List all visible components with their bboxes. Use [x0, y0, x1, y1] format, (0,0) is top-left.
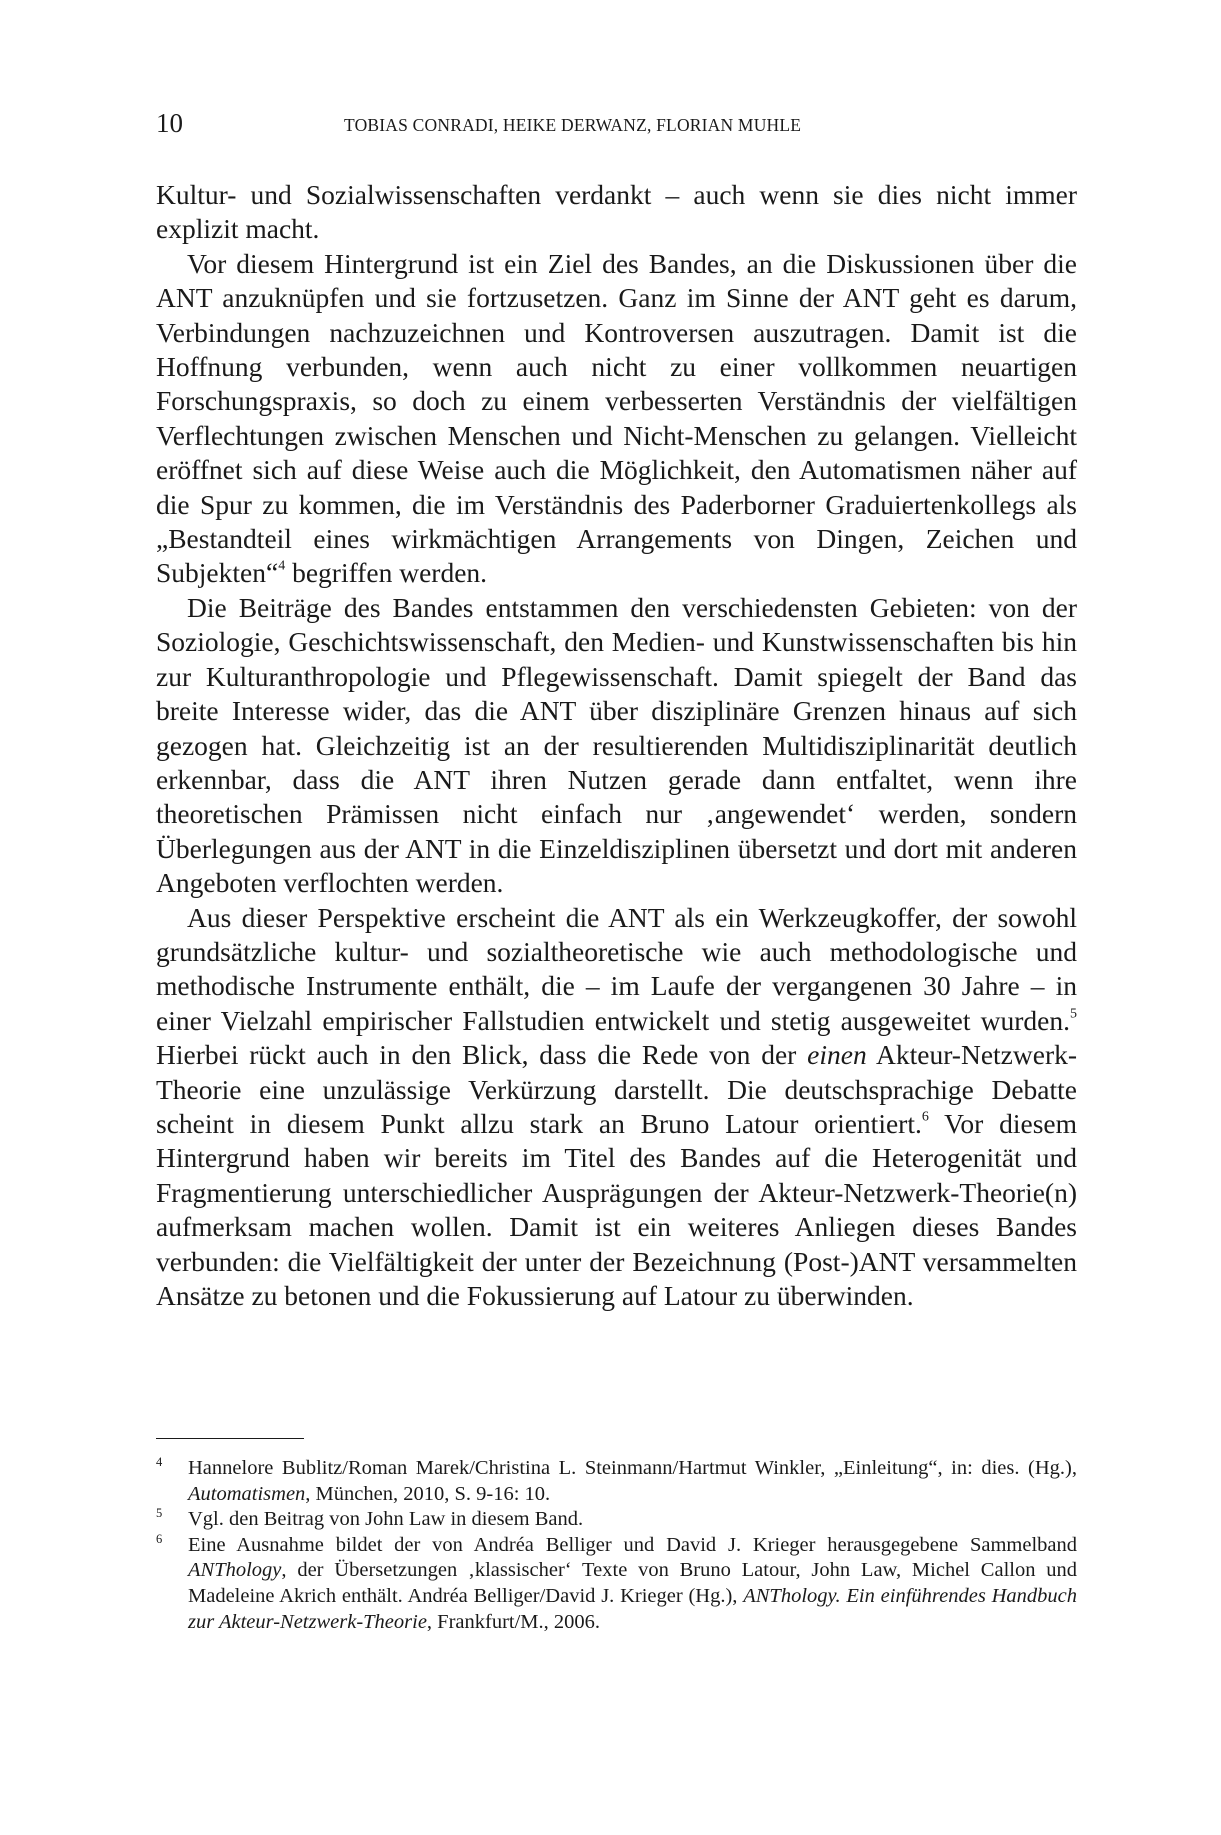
- footnote-number: 6: [156, 1531, 163, 1546]
- running-head: [156, 106, 1077, 140]
- footnote-title-2: ANThology. Ein einführendes Handbuch zur Akteur-Netzwerk-Theorie: [188, 1584, 1077, 1633]
- paragraph-4-emphasis: einen: [807, 1039, 867, 1071]
- paragraph-3: [156, 591, 1077, 901]
- paragraph-2-text: Vor diesem Hintergrund ist ein Ziel des Bandes, an die Diskussionen über die ANT anzuknüpfen und sie fortzusetzen. Ganz im Sinne der ANT geht es darum, Verbindungen nachzuzeichnen und Kontroversen auszutragen. Damit ist die Hoffnung verbunden, wenn auch nicht zu einer vollkommen neuartigen Forschungspraxis, so doch zu einem verbesserten Verständnis der vielfältigen Verflechtungen zwischen Menschen und Nicht-Menschen zu gelangen. Vielleicht eröffnet sich auf diese Weise auch die Möglichkeit, den Automatismen näher auf die Spur zu kommen, die im Verständnis des Paderborner Graduiertenkollegs als „Bestandteil eines wirkmächtigen Arrangements von Dingen, Zeichen und Subjekten“: [156, 247, 1077, 589]
- footnote-6: [156, 1533, 1077, 1635]
- footnote-text-mid: , der Übersetzungen ‚klassischer‘ Texte von Bruno Latour, John Law, Michel Callon und Madeleine Akrich enthält. Andréa Belliger/David J. Krieger (Hg.),: [188, 1559, 1077, 1607]
- paragraph-2: [156, 247, 1077, 591]
- paragraph-1: [156, 178, 1077, 247]
- paragraph-1-text: Kultur- und Sozialwissenschaften verdankt – auch wenn sie dies nicht immer explizit macht.: [156, 179, 1077, 245]
- footnote-ref-5[interactable]: 5: [1070, 1006, 1077, 1022]
- footnote-ref-4[interactable]: 4: [278, 558, 286, 574]
- paragraph-4-text: Aus dieser Perspektive erscheint die ANT als ein Werkzeugkoffer, der sowohl grundsätzliche kultur- und sozialtheoretische wie auch methodologische und methodische Instrumente enthält, die – im Laufe der vergangenen 30 Jahre – in einer Vielzahl empirischer Fallstudien entwickelt und stetig ausgeweitet wurden.: [156, 901, 1077, 1036]
- running-head-authors: TOBIAS CONRADI, HEIKE DERWANZ, FLORIAN MUHLE: [344, 115, 802, 135]
- footnote-ref-6[interactable]: 6: [921, 1109, 929, 1125]
- paragraph-4-text-d: Vor diesem Hintergrund haben wir bereits im Titel des Bandes auf die Heterogenität und Fragmentierung unterschiedlicher Ausprägungen der Akteur-Netzwerk-Theorie(n) aufmerksam machen wollen. Damit ist ein weiteres Anliegen dieses Bandes verbunden: die Vielfältigkeit der unter der Bezeichnung (Post-)ANT versammelten Ansätze zu betonen und die Fokussierung auf Latour zu überwinden.: [156, 1107, 1077, 1311]
- page-number: 10: [156, 108, 183, 138]
- footnote-separator: [156, 1438, 304, 1439]
- footnote-text: Vgl. den Beitrag von John Law in diesem Band.: [188, 1508, 584, 1531]
- footnote-text: Eine Ausnahme bildet der von Andréa Belliger und David J. Krieger herausgegebene Sammelband: [188, 1533, 1077, 1556]
- footnotes: [156, 1456, 1077, 1635]
- footnote-5: [156, 1507, 1077, 1533]
- paragraph-3-text: Die Beiträge des Bandes entstammen den verschiedensten Gebieten: von der Soziologie, Geschichtswissenschaft, den Medien- und Kunstwissenschaften bis hin zur Kulturanthropologie und Pflegewissenschaft. Damit spiegelt der Band das breite Interesse wider, das die ANT über disziplinäre Grenzen hinaus auf sich gezogen hat. Gleichzeitig ist an der resultierenden Multidisziplinarität deutlich erkennbar, dass die ANT ihren Nutzen gerade dann entfaltet, wenn ihre theoretischen Prämissen nicht einfach nur ‚angewendet‘ werden, sondern Überlegungen aus der ANT in die Einzeldisziplinen übersetzt und dort mit anderen Angeboten verflochten werden.: [156, 591, 1077, 899]
- footnote-4: [156, 1456, 1077, 1507]
- footnote-number: 5: [156, 1506, 163, 1521]
- paragraph-4-text-c: Akteur-Netzwerk-Theorie eine unzulässige Verkürzung darstellt. Die deutschsprachige Debatte scheint in diesem Punkt allzu stark an Bruno Latour orientiert.: [156, 1039, 1078, 1139]
- paragraph-2-text-end: begriffen werden.: [285, 557, 488, 589]
- footnote-number: 4: [156, 1455, 163, 1469]
- footnote-text: Hannelore Bublitz/Roman Marek/Christina L. Steinmann/Hartmut Winkler, „Einleitung“, in: dies. (Hg.),: [188, 1457, 1077, 1479]
- paragraph-4-text-b: Hierbei rückt auch in den Blick, dass die Rede von der: [156, 1039, 808, 1071]
- footnote-title: Automatismen: [188, 1482, 306, 1505]
- footnote-text-end: , München, 2010, S. 9-16: 10.: [305, 1482, 551, 1505]
- paragraph-4: [156, 901, 1077, 1314]
- footnote-title: ANThology: [188, 1559, 282, 1582]
- footnote-text-end: , Frankfurt/M., 2006.: [426, 1610, 601, 1633]
- main-text: [156, 178, 1077, 1313]
